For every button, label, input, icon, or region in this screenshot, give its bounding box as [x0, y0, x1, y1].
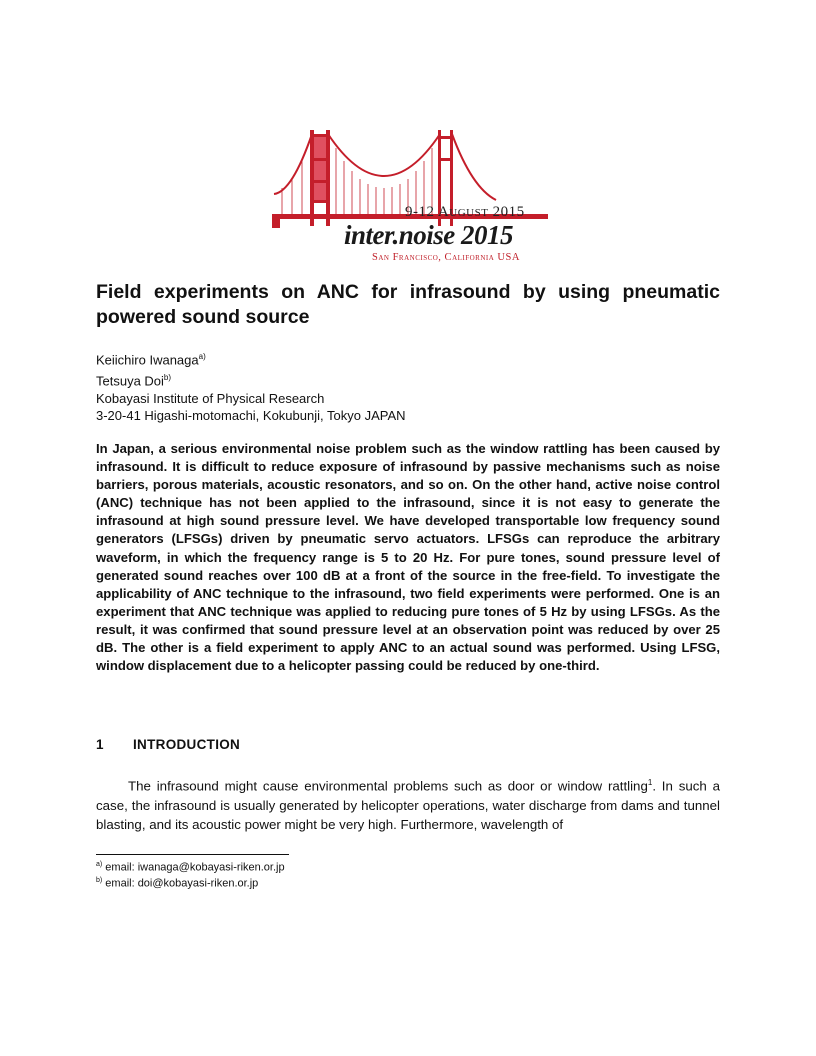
intro-paragraph [96, 773, 720, 834]
author-mark: a) [198, 352, 206, 361]
address: 3-20-41 Higashi-motomachi, Kokubunji, Tokyo JAPAN [96, 408, 406, 424]
footnote [96, 861, 285, 874]
conference-location: San Francisco, California USA [372, 252, 520, 263]
conference-name: inter.noise 2015 [344, 220, 514, 250]
section-number: 1 [96, 737, 104, 752]
affiliation: Kobayasi Institute of Physical Research [96, 390, 325, 406]
paper-title: Field experiments on ANC for infrasound by using pneumatic powered sound source [96, 281, 720, 328]
intro-text: The infrasound might cause environmental problems such as door or window rattling [128, 778, 648, 794]
section-title: INTRODUCTION [133, 737, 241, 752]
conference-date: 9-12 August 2015 [405, 204, 525, 220]
footnote-email: email: iwanaga@kobayasi-riken.or.jp [102, 861, 285, 874]
author-block [96, 348, 716, 425]
author-mark: b) [163, 372, 172, 382]
author-name: Tetsuya Doi [96, 373, 164, 389]
author-name: Keiichiro Iwanaga [96, 352, 199, 368]
abstract: In Japan, a serious environmental noise problem such as the window rattling has been caused by infrasound. It is difficult to reduce exposure of infrasound by passive mechanisms such as noise barriers, porous materials, acoustic resonators, and so on. On the other hand, active noise control (ANC) technique has not been applied to the infrasound, since it is not easy to generate the infrasound at high sound pressure level. We have developed transportable low frequency sound generators (LFSGs) driven by pneumatic servo actuators. LFSGs can reproduce the arbitrary waveform, in which the frequency range is 5 to 20 Hz. For pure tones, sound pressure level of generated sound reaches over 100 dB at a front of the source in the free-field. To investigate the applicability of ANC technique to the infrasound, two field experiments were performed. One is an experiment that ANC technique was applied to reducing pure tones of 5 Hz by using LFSGs. As the result, it was confirmed that sound pressure level at an observation point was reduced by over 25 dB. The other is a field experiment to apply ANC to an actual sound was performed. Using LFSG, window displacement due to a helicopter passing could be reduced by one-third. [96, 441, 720, 674]
footnote-email: email: doi@kobayasi-riken.or.jp [102, 877, 259, 890]
intro-text: . In such a case, the infrasound is usually generated by helicopter operations, water discharge from dams and tunnel blasting, and its acoustic power might be very high. Furthermore, wavelength of [96, 778, 720, 833]
footnote-mark: b) [96, 877, 103, 884]
footnote [96, 877, 258, 890]
author-line [96, 348, 716, 369]
footnote-rule [96, 854, 289, 855]
citation-ref: 1 [647, 778, 653, 787]
footnote-mark: a) [96, 861, 103, 868]
author-line [96, 369, 716, 390]
